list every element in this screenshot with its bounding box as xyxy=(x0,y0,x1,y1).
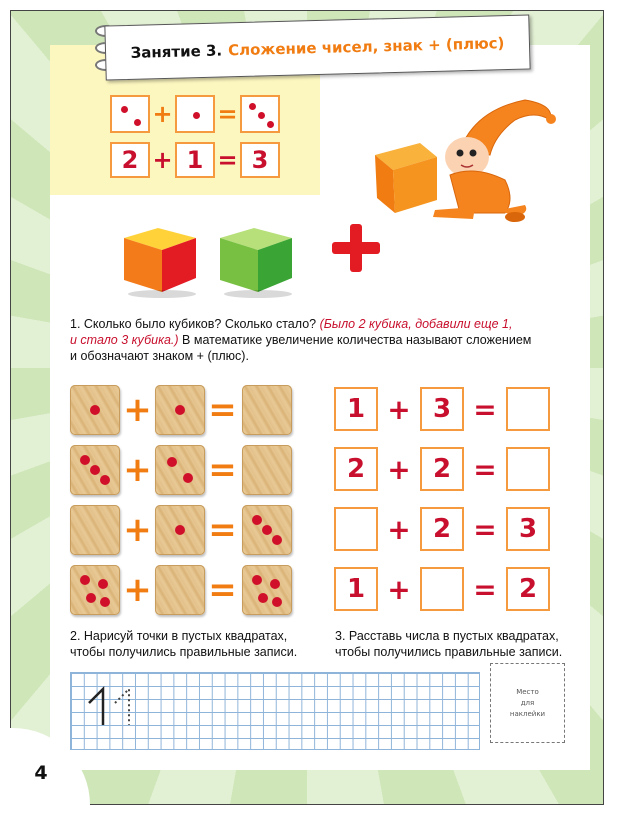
sticker-placeholder xyxy=(490,663,565,743)
definition-text: и обозначают знаком + (плюс). xyxy=(70,349,249,363)
plus-icon: + xyxy=(123,390,152,430)
number-card: 2 xyxy=(110,142,150,178)
dot xyxy=(272,597,282,607)
dot-tile xyxy=(155,445,205,495)
number-box: 2 xyxy=(420,507,464,551)
dot xyxy=(175,405,185,415)
dot xyxy=(175,525,185,535)
exercise-3-caption xyxy=(335,628,575,660)
dot xyxy=(252,515,262,525)
sticker-label: наклейки xyxy=(509,709,546,718)
dot xyxy=(98,579,108,589)
caption-line: 2. Нарисуй точки в пустых квадратах, xyxy=(70,629,288,643)
page-number: 4 xyxy=(10,728,90,805)
number-box: 3 xyxy=(420,387,464,431)
sticker-label: Место xyxy=(516,687,539,696)
equals-icon: = xyxy=(217,146,238,174)
caption-line: 3. Расставь числа в пустых квадратах, xyxy=(335,629,559,643)
lesson-topic: Сложение чисел, знак + (плюс) xyxy=(227,33,505,59)
plus-icon: + xyxy=(152,100,173,128)
big-plus-icon xyxy=(330,222,382,274)
number-box: 1 xyxy=(334,567,378,611)
empty-tile[interactable] xyxy=(242,385,292,435)
dot xyxy=(100,597,110,607)
caption-line: чтобы получились правильные записи. xyxy=(335,645,563,659)
green-cube-icon xyxy=(214,220,299,300)
empty-number-box[interactable] xyxy=(506,447,550,491)
empty-tile[interactable] xyxy=(155,565,205,615)
dot xyxy=(270,579,280,589)
dot xyxy=(80,455,90,465)
writing-practice-grid[interactable] xyxy=(70,672,480,750)
digit-one-trace-icon xyxy=(83,685,143,730)
plus-icon: + xyxy=(123,510,152,550)
dot-tile xyxy=(70,445,120,495)
dot xyxy=(262,525,272,535)
lesson-title xyxy=(104,14,530,80)
dot-card-result xyxy=(240,95,280,133)
dot xyxy=(258,593,268,603)
equals-icon: = xyxy=(208,570,237,610)
dot-tile xyxy=(242,505,292,555)
dot-card-left xyxy=(110,95,150,133)
dot xyxy=(90,465,100,475)
dot-card-right xyxy=(175,95,215,133)
number-box: 2 xyxy=(420,447,464,491)
equals-icon: = xyxy=(473,512,497,546)
equals-icon: = xyxy=(473,452,497,486)
dot xyxy=(100,475,110,485)
plus-icon: + xyxy=(387,512,411,546)
empty-number-box[interactable] xyxy=(506,387,550,431)
question-text: 1. Сколько было кубиков? Сколько стало? xyxy=(70,317,317,331)
empty-tile[interactable] xyxy=(242,445,292,495)
dot-tile xyxy=(70,565,120,615)
exercise-1-text xyxy=(70,316,550,364)
dot xyxy=(272,535,282,545)
empty-tile[interactable] xyxy=(70,505,120,555)
answer-hint: и стало 3 кубика.) xyxy=(70,333,179,347)
plus-icon: + xyxy=(152,146,173,174)
orange-cube-icon xyxy=(375,143,437,213)
dot-tile xyxy=(155,505,205,555)
number-box: 2 xyxy=(334,447,378,491)
empty-number-box[interactable] xyxy=(334,507,378,551)
dot xyxy=(80,575,90,585)
number-box: 2 xyxy=(506,567,550,611)
dot xyxy=(90,405,100,415)
red-yellow-cube-icon xyxy=(118,220,203,300)
equals-icon: = xyxy=(473,572,497,606)
dot xyxy=(183,473,193,483)
dot xyxy=(86,593,96,603)
dot-tile xyxy=(155,385,205,435)
equals-icon: = xyxy=(473,392,497,426)
plus-icon: + xyxy=(123,570,152,610)
dot xyxy=(167,457,177,467)
dot xyxy=(252,575,262,585)
plus-icon: + xyxy=(123,450,152,490)
number-card: 1 xyxy=(175,142,215,178)
number-card: 3 xyxy=(240,142,280,178)
number-box: 1 xyxy=(334,387,378,431)
equals-icon: = xyxy=(208,510,237,550)
plus-icon: + xyxy=(387,392,411,426)
number-box: 3 xyxy=(506,507,550,551)
empty-number-box[interactable] xyxy=(420,567,464,611)
equals-icon: = xyxy=(208,450,237,490)
lesson-label: Занятие 3. xyxy=(130,41,223,62)
definition-text: В математике увеличение количества называют сложением xyxy=(182,333,532,347)
equals-icon: = xyxy=(208,390,237,430)
dot-tile xyxy=(242,565,292,615)
gnome-with-cube-illustration xyxy=(365,95,565,225)
exercise-2-caption xyxy=(70,628,330,660)
plus-icon: + xyxy=(387,572,411,606)
equals-icon: = xyxy=(217,100,238,128)
answer-hint: (Было 2 кубика, добавили еще 1, xyxy=(319,317,513,331)
caption-line: чтобы получились правильные записи. xyxy=(70,645,298,659)
plus-icon: + xyxy=(387,452,411,486)
dot-tile xyxy=(70,385,120,435)
sticker-label: для xyxy=(520,698,535,707)
